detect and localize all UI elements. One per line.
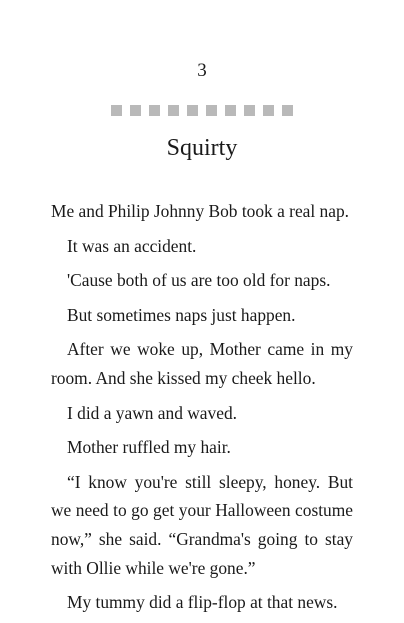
paragraph: My tummy did a flip-flop at that news. (67, 592, 338, 613)
paragraph: 'Cause both of us are too old for naps. (67, 270, 331, 291)
ornament-square (168, 105, 179, 116)
paragraph: “I know you're still sleepy, honey. But we need to go get your Halloween costume now,” she said. “Grandma's going to stay with Ollie while we're gone.” (51, 471, 353, 578)
paragraph: Me and Philip Johnny Bob took a real nap. (51, 201, 350, 221)
ornament-square (111, 105, 122, 116)
ornament-square (244, 105, 255, 116)
ornament-square (130, 105, 141, 116)
ornament-square (206, 105, 217, 116)
chapter-title: Squirty (166, 135, 238, 161)
paragraph: But sometimes naps just happen. (67, 304, 296, 325)
paragraph: I did a yawn and waved. (67, 402, 237, 423)
paragraph: It was an accident. (67, 235, 197, 256)
ornament-square (187, 105, 198, 116)
chapter-ornament (111, 105, 293, 116)
paragraph: After we woke up, Mother came in my room. And she kissed my cheek hello. (51, 339, 353, 388)
body-text (51, 197, 353, 623)
ornament-square (149, 105, 160, 116)
paragraph: Mother ruffled my hair. (67, 437, 231, 458)
ornament-square (282, 105, 293, 116)
ornament-square (225, 105, 236, 116)
chapter-number: 3 (197, 60, 207, 81)
ornament-square (263, 105, 274, 116)
